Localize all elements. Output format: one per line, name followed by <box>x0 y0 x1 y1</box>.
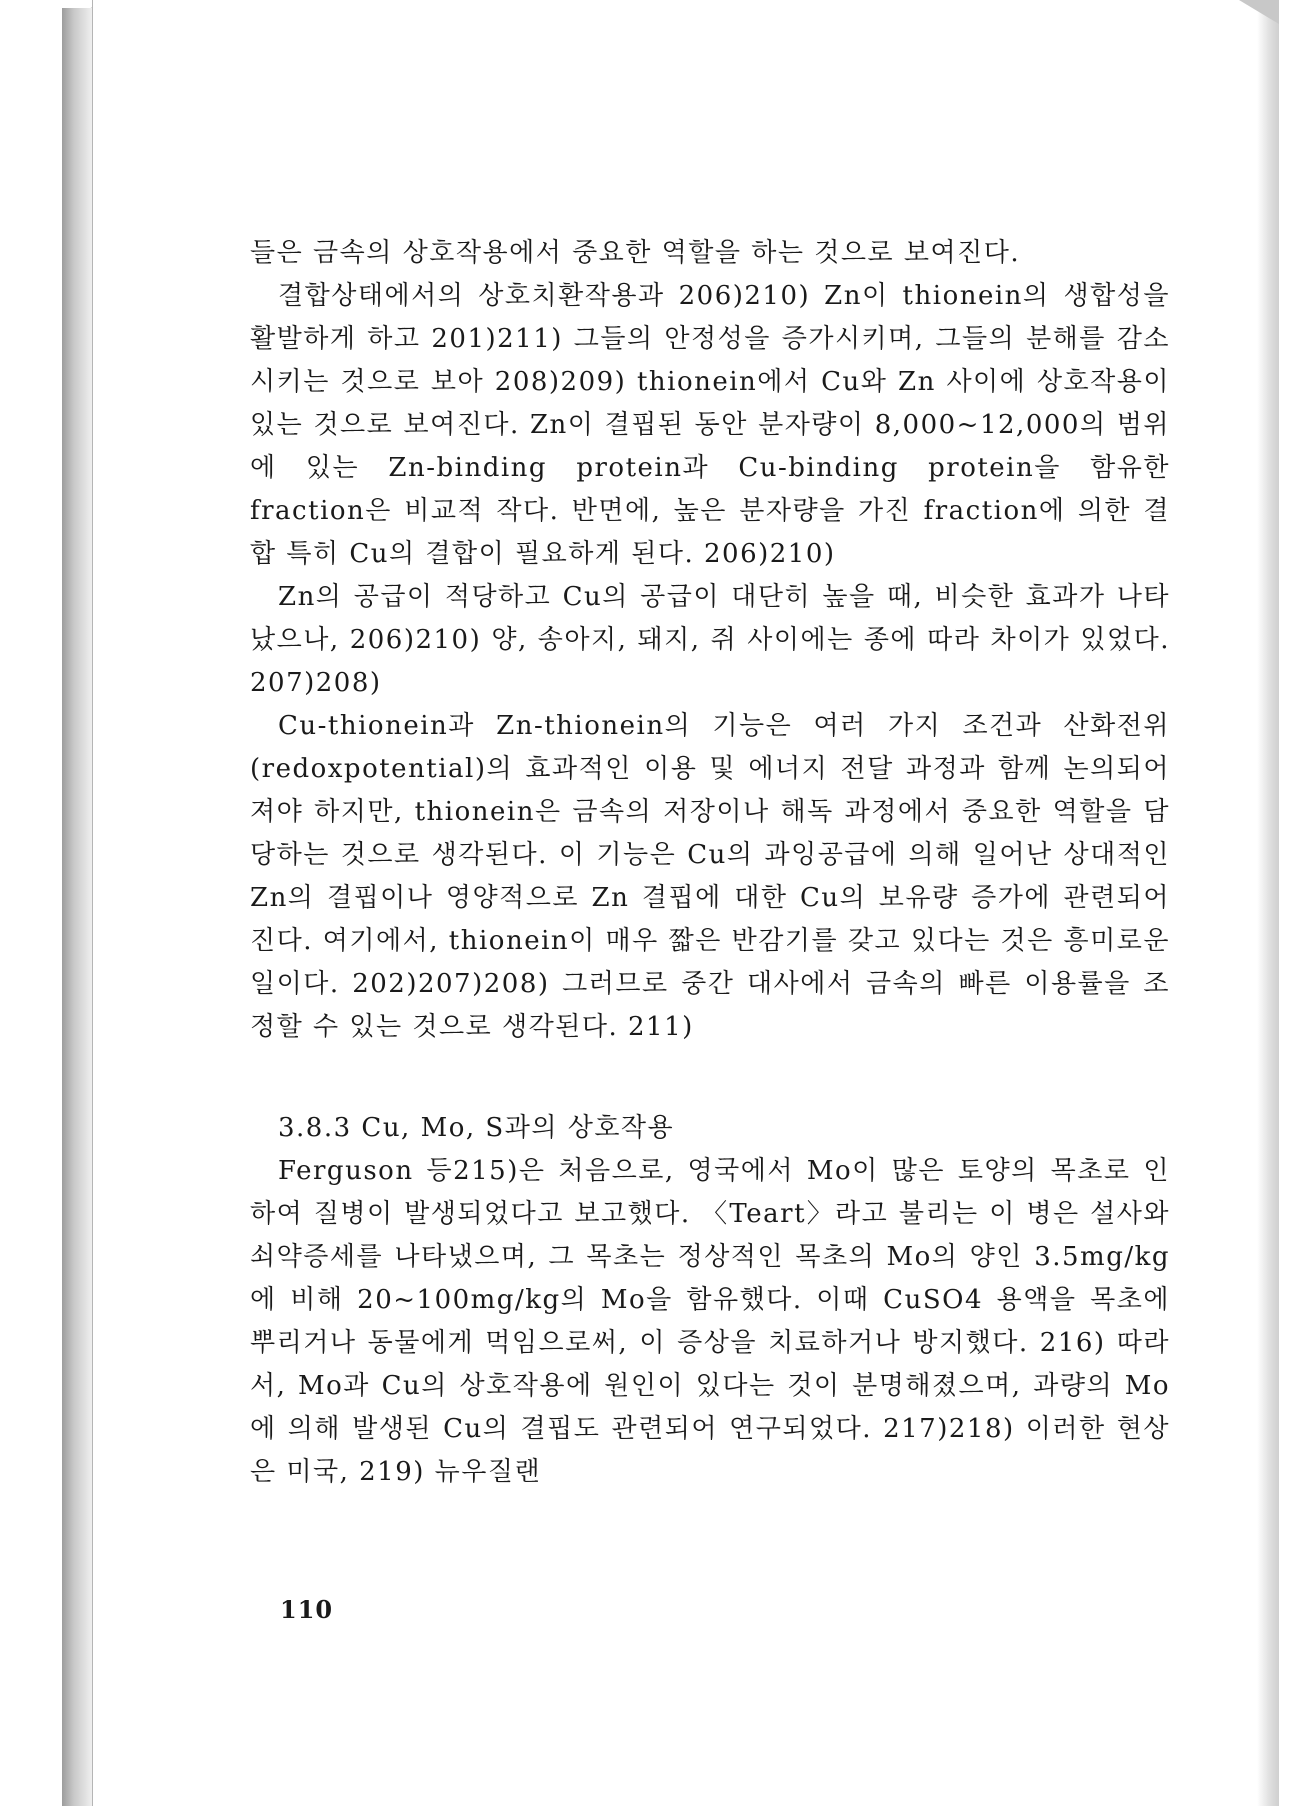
paragraph-2: 결합상태에서의 상호치환작용과 206)210) Zn이 thionein의 생합성을 활발하게 하고 201)211) 그들의 안정성을 증가시키며, 그들의 분해를 감소시키는 것으로 보아 208)209) thionein에서 Cu와 Zn 사이에 상호작용이 있는 것으로 보여진다. Zn이 결핍된 동안 분자량이 8,000~12,000의 범위에 있는 Zn-binding protein과 Cu-binding protein을 함유한 fraction은 비교적 작다. 반면에, 높은 분자량을 가진 fraction에 의한 결합 특히 Cu의 결합이 필요하게 된다. 206)210) <box>250 281 1170 569</box>
paragraph-3: Zn의 공급이 적당하고 Cu의 공급이 대단히 높을 때, 비슷한 효과가 나타났으나, 206)210) 양, 송아지, 돼지, 쥐 사이에는 종에 따라 차이가 있었다. 207)208) <box>250 582 1170 698</box>
page-right-edge <box>1257 0 1279 1806</box>
section-heading: 3.8.3 Cu, Mo, S과의 상호작용 <box>278 1113 675 1143</box>
paragraph-1: 들은 금속의 상호작용에서 중요한 역할을 하는 것으로 보여진다. <box>250 238 1021 268</box>
body-text <box>250 232 1170 1494</box>
page-number: 110 <box>280 1595 334 1624</box>
book-spine <box>62 8 92 1806</box>
paragraph-4: Cu-thionein과 Zn-thionein의 기능은 여러 가지 조건과 산화전위 (redoxpotential)의 효과적인 이용 및 에너지 전달 과정과 함께 논의되어져야 하지만, thionein은 금속의 저장이나 해독 과정에서 중요한 역할을 담당하는 것으로 생각된다. 이 기능은 Cu의 과잉공급에 의해 일어난 상대적인 Zn의 결핍이나 영양적으로 Zn 결핍에 대한 Cu의 보유량 증가에 관련되어진다. 여기에서, thionein이 매우 짧은 반감기를 갖고 있다는 것은 흥미로운 일이다. 202)207)208) 그러므로 중간 대사에서 금속의 빠른 이용률을 조정할 수 있는 것으로 생각된다. 211) <box>250 711 1170 1042</box>
section-paragraph: Ferguson 등215)은 처음으로, 영국에서 Mo이 많은 토양의 목초로 인하여 질병이 발생되었다고 보고했다. 〈Teart〉라고 불리는 이 병은 설사와 쇠약증세를 나타냈으며, 그 목초는 정상적인 목초의 Mo의 양인 3.5mg/kg에 비해 20~100mg/kg의 Mo을 함유했다. 이때 CuSO4 용액을 목초에 뿌리거나 동물에게 먹임으로써, 이 증상을 치료하거나 방지했다. 216) 따라서, Mo과 Cu의 상호작용에 원인이 있다는 것이 분명해졌으며, 과량의 Mo에 의해 발생된 Cu의 결핍도 관련되어 연구되었다. 217)218) 이러한 현상은 미국, 219) 뉴우질랜 <box>250 1156 1170 1487</box>
